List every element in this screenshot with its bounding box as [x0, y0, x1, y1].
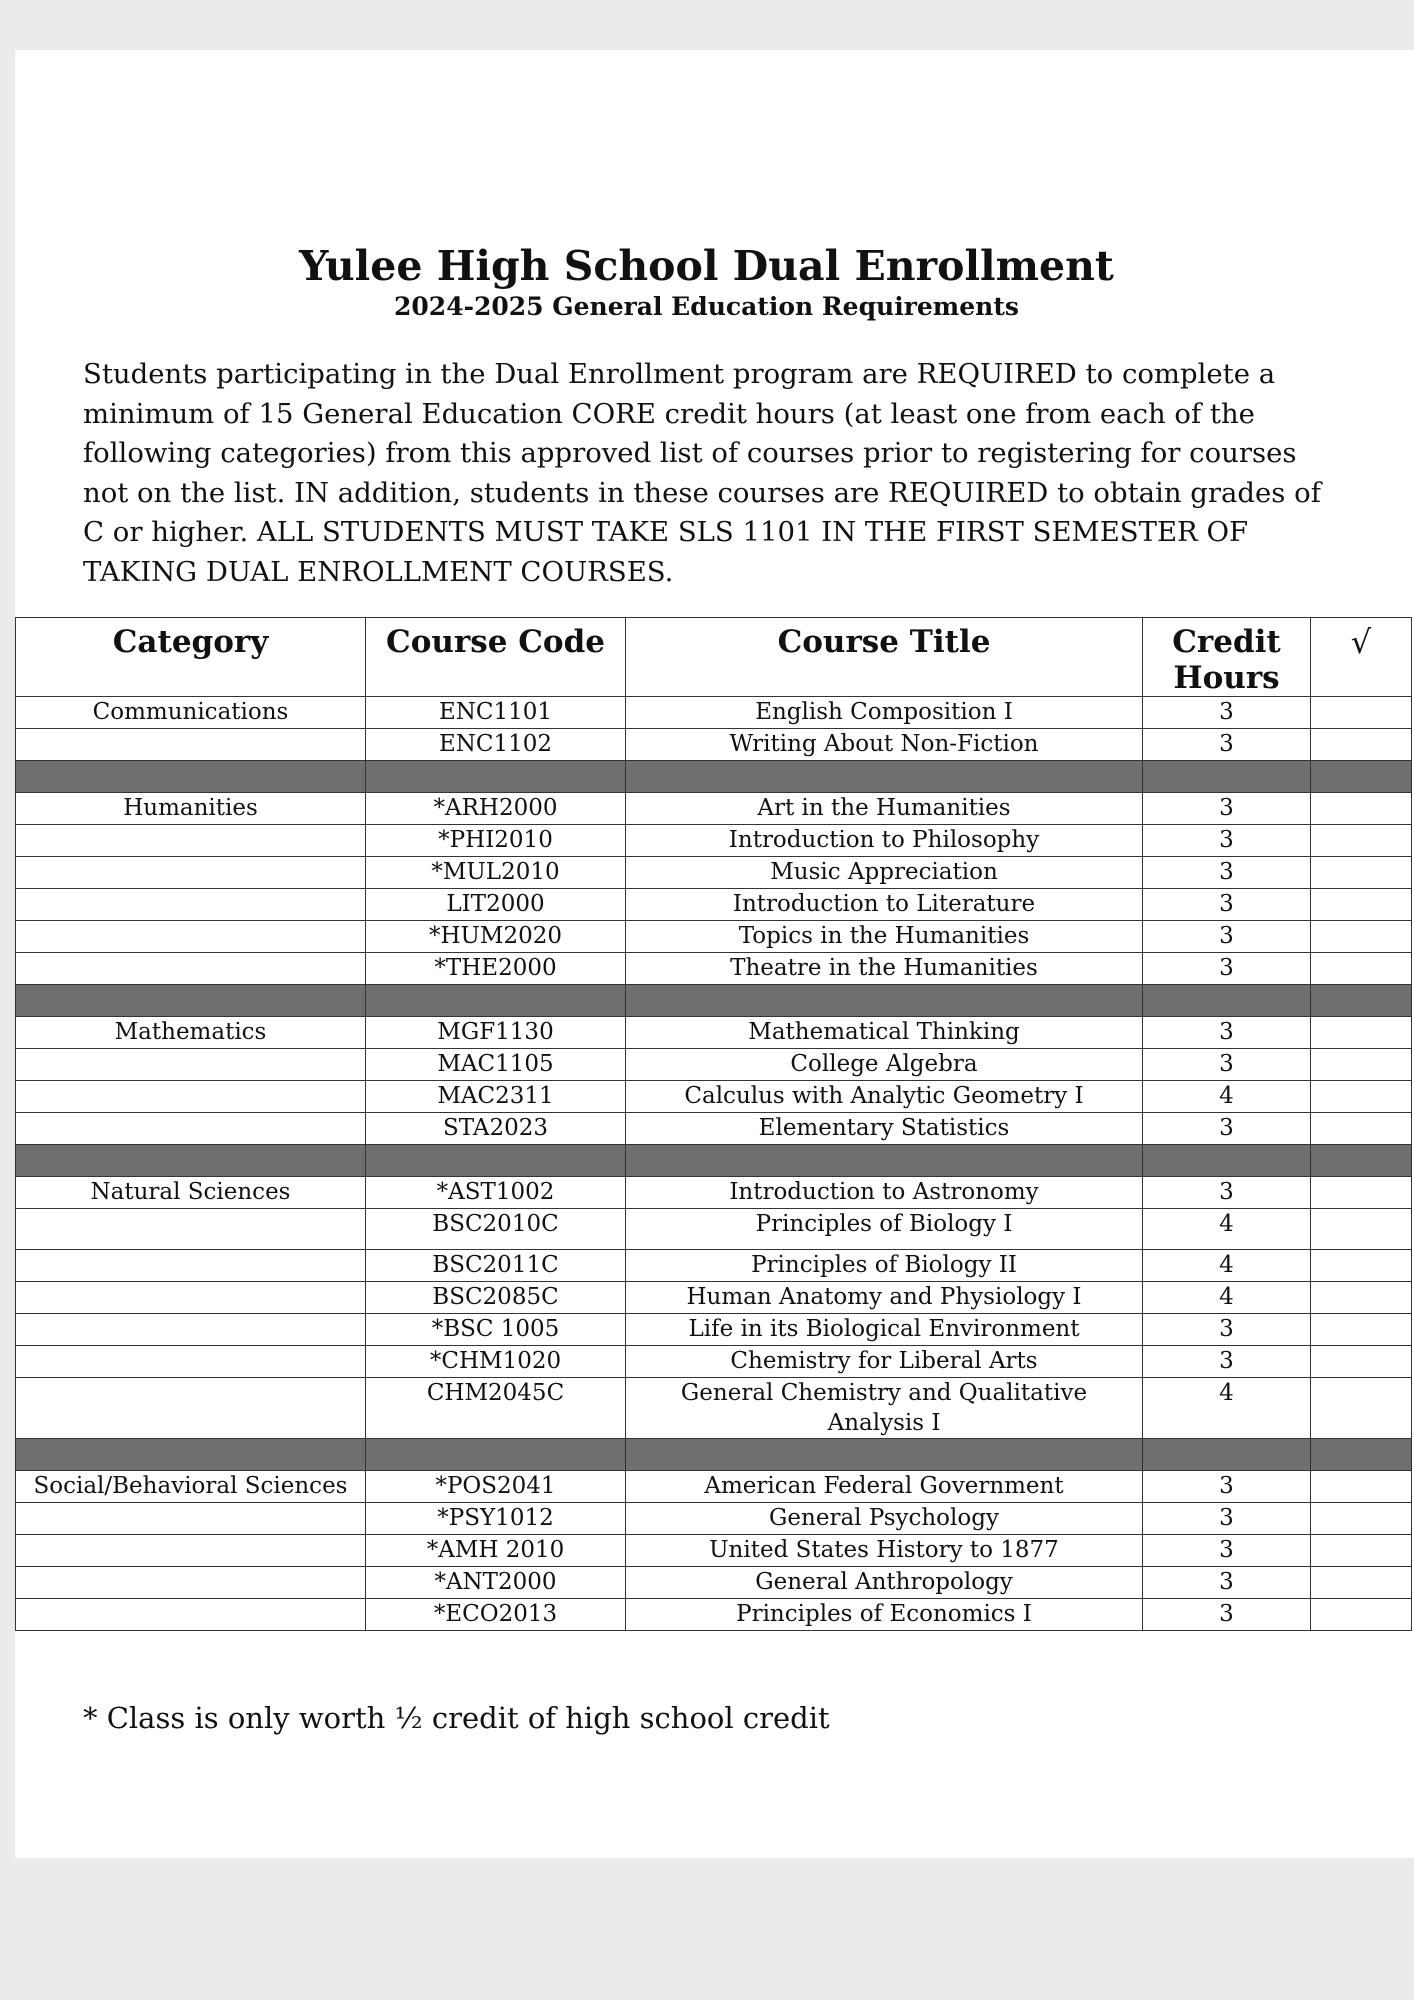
category-cell — [16, 1314, 366, 1346]
category-cell — [16, 921, 366, 953]
course-code-cell: MAC1105 — [366, 1049, 626, 1081]
course-code-cell: BSC2010C — [366, 1209, 626, 1250]
credit-hours-cell: 3 — [1143, 1346, 1311, 1378]
check-cell[interactable] — [1311, 1049, 1412, 1081]
category-cell — [16, 1049, 366, 1081]
category-cell — [16, 857, 366, 889]
check-cell[interactable] — [1311, 1346, 1412, 1378]
check-cell[interactable] — [1311, 729, 1412, 761]
course-title-cell: Principles of Biology II — [626, 1250, 1143, 1282]
check-cell[interactable] — [1311, 1209, 1412, 1250]
check-cell[interactable] — [1311, 1113, 1412, 1145]
table-row — [16, 825, 1412, 857]
check-cell[interactable] — [1311, 1177, 1412, 1209]
check-cell[interactable] — [1311, 889, 1412, 921]
table-row — [16, 857, 1412, 889]
course-code-cell: *THE2000 — [366, 953, 626, 985]
table-row — [16, 1378, 1412, 1439]
category-cell: Natural Sciences — [16, 1177, 366, 1209]
course-title-cell: Introduction to Philosophy — [626, 825, 1143, 857]
course-title-cell: Principles of Biology I — [626, 1209, 1143, 1250]
credit-hours-cell: 4 — [1143, 1250, 1311, 1282]
category-separator-row — [16, 761, 1412, 793]
intro-line: minimum of 15 General Education CORE credit hours (at least one from each of the — [83, 397, 1255, 430]
course-title-cell: Chemistry for Liberal Arts — [626, 1346, 1143, 1378]
table-row — [16, 1567, 1412, 1599]
credit-hours-cell: 3 — [1143, 1314, 1311, 1346]
credit-hours-cell: 3 — [1143, 1599, 1311, 1631]
category-cell — [16, 1567, 366, 1599]
intro-paragraph — [83, 355, 1373, 592]
table-row — [16, 953, 1412, 985]
credit-hours-cell: 3 — [1143, 1049, 1311, 1081]
footnote: * Class is only worth ½ credit of high school credit — [83, 1701, 830, 1735]
check-cell[interactable] — [1311, 1081, 1412, 1113]
header-hours-line: Hours — [1173, 660, 1280, 696]
course-title-cell: College Algebra — [626, 1049, 1143, 1081]
check-cell[interactable] — [1311, 1471, 1412, 1503]
table-row — [16, 1250, 1412, 1282]
credit-hours-cell: 3 — [1143, 697, 1311, 729]
table-header-row — [16, 618, 1412, 697]
category-cell — [16, 1378, 366, 1439]
category-cell: Communications — [16, 697, 366, 729]
table-row — [16, 1177, 1412, 1209]
table-row — [16, 1503, 1412, 1535]
check-cell[interactable] — [1311, 1535, 1412, 1567]
check-cell[interactable] — [1311, 825, 1412, 857]
credit-hours-cell: 3 — [1143, 921, 1311, 953]
course-code-cell: *POS2041 — [366, 1471, 626, 1503]
table-row — [16, 1282, 1412, 1314]
course-code-cell: *AMH 2010 — [366, 1535, 626, 1567]
category-cell — [16, 953, 366, 985]
intro-line: not on the list. IN addition, students in these courses are REQUIRED to obtain grades of — [83, 476, 1321, 509]
table-row — [16, 1471, 1412, 1503]
category-cell: Social/Behavioral Sciences — [16, 1471, 366, 1503]
table-row — [16, 1049, 1412, 1081]
course-code-cell: MAC2311 — [366, 1081, 626, 1113]
table-row — [16, 1017, 1412, 1049]
table-row — [16, 697, 1412, 729]
course-title-cell: Life in its Biological Environment — [626, 1314, 1143, 1346]
course-code-cell: *BSC 1005 — [366, 1314, 626, 1346]
table-row — [16, 921, 1412, 953]
check-cell[interactable] — [1311, 921, 1412, 953]
credit-hours-cell: 3 — [1143, 1471, 1311, 1503]
check-cell[interactable] — [1311, 1599, 1412, 1631]
course-code-cell: *CHM1020 — [366, 1346, 626, 1378]
category-cell: Mathematics — [16, 1017, 366, 1049]
category-cell — [16, 1282, 366, 1314]
credit-hours-cell: 3 — [1143, 953, 1311, 985]
check-cell[interactable] — [1311, 1250, 1412, 1282]
course-code-cell: *PSY1012 — [366, 1503, 626, 1535]
table-row — [16, 793, 1412, 825]
course-title-cell: Theatre in the Humanities — [626, 953, 1143, 985]
intro-line: Students participating in the Dual Enrollment program are REQUIRED to complete a — [83, 358, 1276, 390]
course-title-cell: General Chemistry and Qualitative Analysis I — [626, 1378, 1143, 1439]
credit-hours-cell: 3 — [1143, 1017, 1311, 1049]
course-title-cell: Writing About Non-Fiction — [626, 729, 1143, 761]
credit-hours-cell: 3 — [1143, 1567, 1311, 1599]
table-row — [16, 1113, 1412, 1145]
table-row — [16, 1314, 1412, 1346]
course-code-cell: ENC1101 — [366, 697, 626, 729]
course-title-cell: Introduction to Astronomy — [626, 1177, 1143, 1209]
course-code-cell: *ARH2000 — [366, 793, 626, 825]
intro-line: TAKING DUAL ENROLLMENT COURSES. — [83, 555, 674, 588]
credit-hours-cell: 3 — [1143, 1535, 1311, 1567]
course-code-cell: CHM2045C — [366, 1378, 626, 1439]
category-cell — [16, 825, 366, 857]
header-credit-hours — [1143, 618, 1311, 697]
course-title-cell: English Composition I — [626, 697, 1143, 729]
category-separator-row — [16, 1145, 1412, 1177]
credit-hours-cell: 4 — [1143, 1209, 1311, 1250]
course-title-cell: Human Anatomy and Physiology I — [626, 1282, 1143, 1314]
course-code-cell: *ECO2013 — [366, 1599, 626, 1631]
table-row — [16, 1599, 1412, 1631]
credit-hours-cell: 4 — [1143, 1378, 1311, 1439]
category-cell — [16, 1535, 366, 1567]
course-code-cell: ENC1102 — [366, 729, 626, 761]
course-code-cell: *ANT2000 — [366, 1567, 626, 1599]
page-title: Yulee High School Dual Enrollment — [299, 242, 1114, 290]
category-cell — [16, 1081, 366, 1113]
table-row — [16, 1081, 1412, 1113]
table-row — [16, 1346, 1412, 1378]
page-subtitle: 2024-2025 General Education Requirements — [394, 292, 1019, 321]
category-cell — [16, 1599, 366, 1631]
course-title-cell: Topics in the Humanities — [626, 921, 1143, 953]
check-cell[interactable] — [1311, 857, 1412, 889]
intro-line: C or higher. ALL STUDENTS MUST TAKE SLS 1101 IN THE FIRST SEMESTER OF — [83, 516, 1249, 548]
header-course-title: Course Title — [626, 618, 1143, 697]
check-cell[interactable] — [1311, 793, 1412, 825]
credit-hours-cell: 3 — [1143, 889, 1311, 921]
document-page — [15, 50, 1414, 1858]
category-separator-row — [16, 1439, 1412, 1471]
course-code-cell: *AST1002 — [366, 1177, 626, 1209]
check-cell[interactable] — [1311, 1282, 1412, 1314]
table-row — [16, 1209, 1412, 1250]
course-title-cell: Art in the Humanities — [626, 793, 1143, 825]
course-title-cell: General Anthropology — [626, 1567, 1143, 1599]
check-cell[interactable] — [1311, 1378, 1412, 1439]
course-code-cell: *MUL2010 — [366, 857, 626, 889]
course-title-cell: Elementary Statistics — [626, 1113, 1143, 1145]
check-cell[interactable] — [1311, 697, 1412, 729]
credit-hours-cell: 3 — [1143, 825, 1311, 857]
course-code-cell: STA2023 — [366, 1113, 626, 1145]
course-code-cell: MGF1130 — [366, 1017, 626, 1049]
check-cell[interactable] — [1311, 953, 1412, 985]
course-code-cell: *PHI2010 — [366, 825, 626, 857]
category-cell — [16, 729, 366, 761]
check-cell[interactable] — [1311, 1017, 1412, 1049]
header-course-code: Course Code — [366, 618, 626, 697]
category-cell — [16, 1346, 366, 1378]
course-title-cell: United States History to 1877 — [626, 1535, 1143, 1567]
check-cell[interactable] — [1311, 1314, 1412, 1346]
category-cell — [16, 889, 366, 921]
category-cell — [16, 1209, 366, 1250]
check-cell[interactable] — [1311, 1503, 1412, 1535]
table-row — [16, 889, 1412, 921]
course-title-cell: Calculus with Analytic Geometry I — [626, 1081, 1143, 1113]
category-separator-row — [16, 985, 1412, 1017]
checkmark-header: √ — [1311, 618, 1412, 697]
course-code-cell: *HUM2020 — [366, 921, 626, 953]
table-row — [16, 1535, 1412, 1567]
category-cell — [16, 1250, 366, 1282]
credit-hours-cell: 3 — [1143, 1177, 1311, 1209]
course-title-cell: Mathematical Thinking — [626, 1017, 1143, 1049]
course-code-cell: LIT2000 — [366, 889, 626, 921]
credit-hours-cell: 4 — [1143, 1282, 1311, 1314]
intro-line: following categories) from this approved list of courses prior to registering for courses — [83, 437, 1297, 469]
requirements-table — [15, 617, 1412, 1631]
category-cell — [16, 1113, 366, 1145]
credit-hours-cell: 3 — [1143, 1503, 1311, 1535]
credit-hours-cell: 4 — [1143, 1081, 1311, 1113]
course-title-cell: Music Appreciation — [626, 857, 1143, 889]
header-credit-line: Credit — [1172, 624, 1281, 660]
course-title-cell: Principles of Economics I — [626, 1599, 1143, 1631]
check-cell[interactable] — [1311, 1567, 1412, 1599]
category-cell — [16, 1503, 366, 1535]
credit-hours-cell: 3 — [1143, 857, 1311, 889]
credit-hours-cell: 3 — [1143, 793, 1311, 825]
course-title-cell: Introduction to Literature — [626, 889, 1143, 921]
credit-hours-cell: 3 — [1143, 1113, 1311, 1145]
credit-hours-cell: 3 — [1143, 729, 1311, 761]
course-code-cell: BSC2011C — [366, 1250, 626, 1282]
course-title-cell: General Psychology — [626, 1503, 1143, 1535]
header-category: Category — [16, 618, 366, 697]
course-title-cell: American Federal Government — [626, 1471, 1143, 1503]
course-code-cell: BSC2085C — [366, 1282, 626, 1314]
category-cell: Humanities — [16, 793, 366, 825]
table-row — [16, 729, 1412, 761]
